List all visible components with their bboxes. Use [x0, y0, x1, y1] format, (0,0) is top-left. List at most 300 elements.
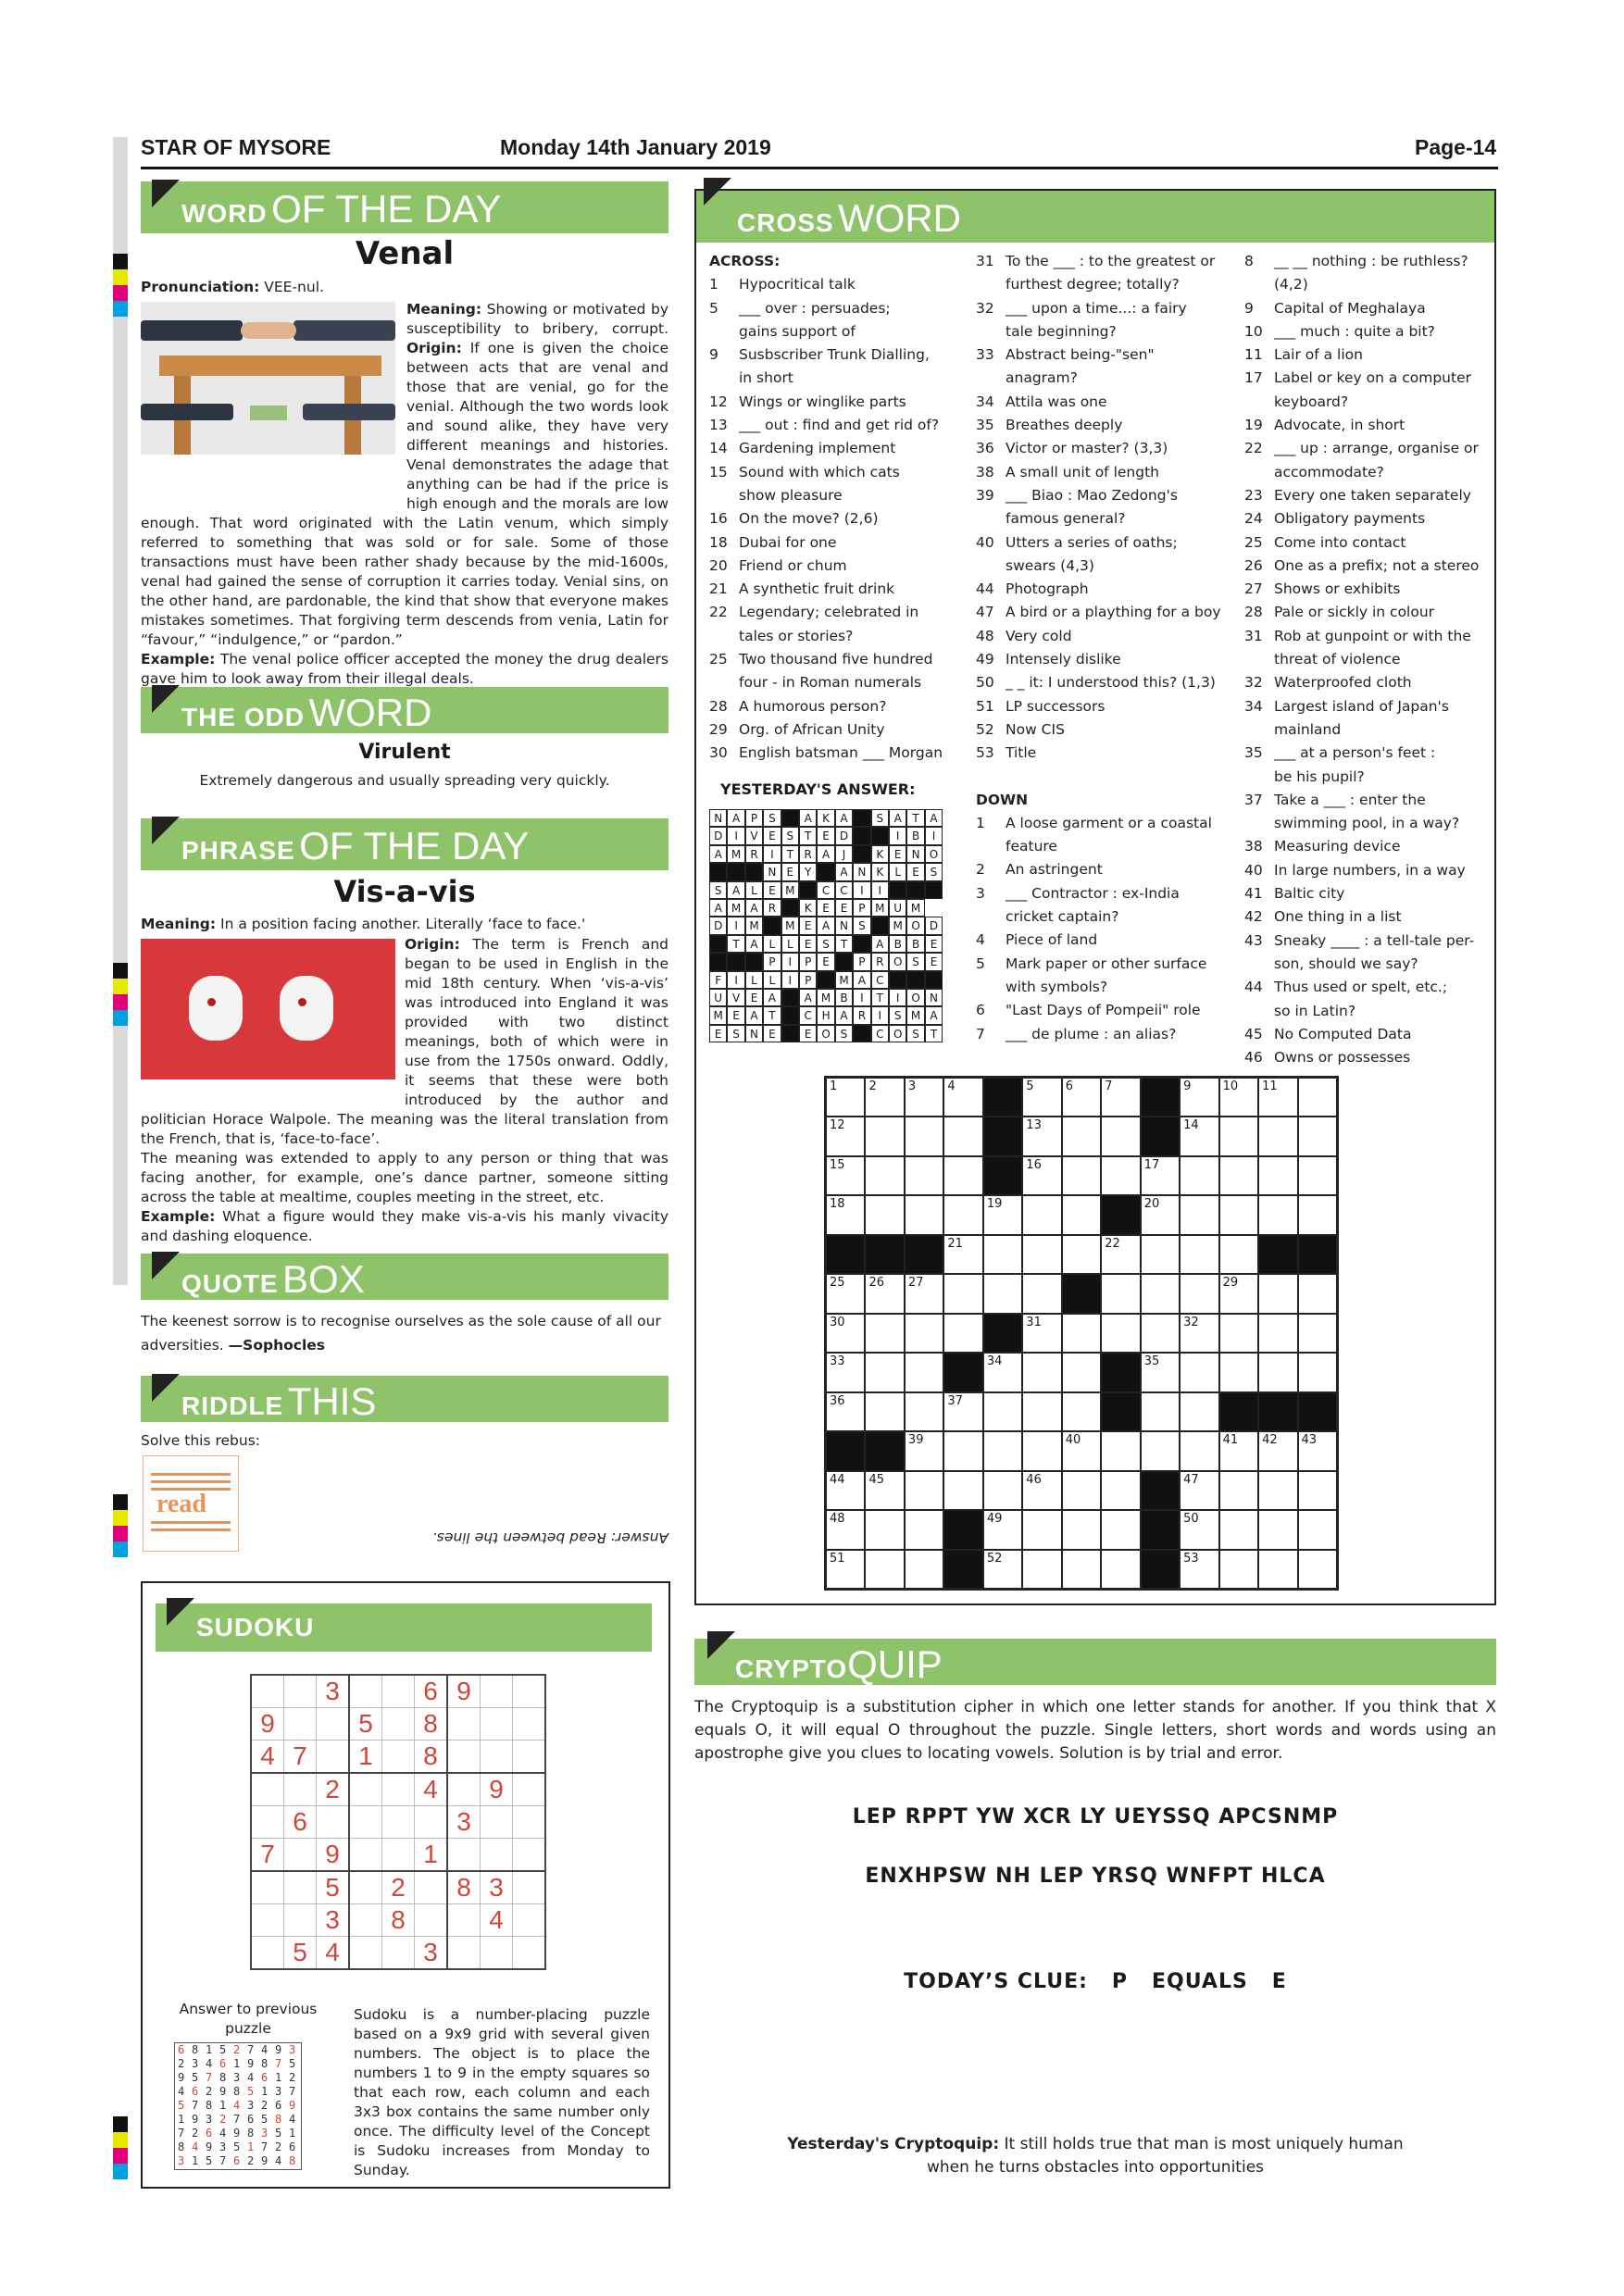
- sudoku-cell[interactable]: 3: [317, 1904, 350, 1937]
- crossword-cell[interactable]: [865, 1195, 904, 1234]
- sudoku-cell[interactable]: 1: [349, 1741, 382, 1774]
- crossword-cell[interactable]: [1141, 1392, 1180, 1431]
- sudoku-cell[interactable]: 3: [317, 1675, 350, 1708]
- crossword-cell[interactable]: [1062, 1117, 1101, 1155]
- clue-row: [1244, 742, 1487, 765]
- crossword-cell[interactable]: [983, 1471, 1022, 1510]
- clue-text: To the ___ : to the greatest or: [1006, 253, 1216, 269]
- crossword-cell[interactable]: [865, 1392, 904, 1431]
- crossword-cell[interactable]: [1022, 1510, 1061, 1549]
- crossword-cell[interactable]: [1258, 1117, 1297, 1155]
- sudoku-cell[interactable]: [481, 1741, 513, 1774]
- crossword-cell[interactable]: [1062, 1510, 1101, 1549]
- sudoku-cell[interactable]: 9: [251, 1708, 284, 1741]
- crossword-cell[interactable]: [826, 1156, 865, 1195]
- black-square: [983, 1156, 1022, 1195]
- crossword-cell[interactable]: [1219, 1235, 1258, 1274]
- crossword-cell[interactable]: [1180, 1117, 1218, 1155]
- sudoku-cell[interactable]: [447, 1904, 481, 1937]
- answer-digit: 5: [192, 2071, 199, 2084]
- crossword-cell[interactable]: [983, 1431, 1022, 1470]
- crossword-cell[interactable]: [1062, 1195, 1101, 1234]
- yesterday-cell: T: [727, 935, 744, 953]
- sudoku-cell[interactable]: [481, 1839, 513, 1872]
- crossword-cell[interactable]: [1258, 1471, 1297, 1510]
- crossword-cell[interactable]: [1258, 1274, 1297, 1313]
- crossword-cell[interactable]: [1180, 1550, 1218, 1589]
- crossword-cell[interactable]: [865, 1510, 904, 1549]
- clue-text: ___ at a person's feet :: [1274, 744, 1436, 762]
- crossword-cell[interactable]: [1062, 1353, 1101, 1391]
- crossword-cell[interactable]: [1219, 1431, 1258, 1470]
- crossword-cell[interactable]: [1141, 1235, 1180, 1274]
- black-square: [983, 1078, 1022, 1117]
- crossword-cell[interactable]: [905, 1471, 943, 1510]
- crossword-cell[interactable]: [905, 1510, 943, 1549]
- sudoku-cell[interactable]: 7: [284, 1741, 317, 1774]
- cell-number: 49: [986, 1512, 1003, 1527]
- crossword-cell[interactable]: [1258, 1353, 1297, 1391]
- sudoku-grid[interactable]: [250, 1674, 546, 1970]
- crossword-cell[interactable]: [1022, 1314, 1061, 1353]
- crossword-cell[interactable]: [826, 1510, 865, 1549]
- clue-row: [709, 742, 952, 765]
- sudoku-cell[interactable]: [349, 1806, 382, 1839]
- clue-text: Two thousand five hundred: [739, 651, 933, 668]
- sudoku-cell[interactable]: 4: [317, 1937, 350, 1970]
- clue-row: [1244, 1000, 1487, 1023]
- yesterday-cell: M: [727, 845, 744, 863]
- sudoku-cell[interactable]: [349, 1773, 382, 1806]
- crossword-cell[interactable]: [1101, 1431, 1140, 1470]
- sudoku-cell[interactable]: 9: [481, 1773, 513, 1806]
- crossword-cell[interactable]: [826, 1314, 865, 1353]
- sudoku-cell[interactable]: [513, 1806, 546, 1839]
- crossword-cell[interactable]: [943, 1274, 982, 1313]
- sudoku-cell[interactable]: [317, 1806, 350, 1839]
- cell-number: 27: [907, 1276, 924, 1291]
- sudoku-cell[interactable]: [317, 1741, 350, 1774]
- crossword-cell[interactable]: [1101, 1117, 1140, 1155]
- crossword-cell[interactable]: [1298, 1314, 1337, 1353]
- crossword-cell[interactable]: [1298, 1431, 1337, 1470]
- yesterday-cell: L: [889, 863, 906, 880]
- clue-text: A small unit of length: [1006, 463, 1159, 480]
- sudoku-cell[interactable]: [251, 1773, 284, 1806]
- crossword-cell[interactable]: [1180, 1353, 1218, 1391]
- answer-digit: 3: [233, 2071, 241, 2084]
- crossword-cell[interactable]: [1022, 1471, 1061, 1510]
- crossword-cell[interactable]: [1022, 1431, 1061, 1470]
- crossword-cell[interactable]: [1298, 1471, 1337, 1510]
- crossword-cell[interactable]: [1022, 1078, 1061, 1117]
- crossword-cell[interactable]: [1180, 1235, 1218, 1274]
- crossword-cell[interactable]: [865, 1471, 904, 1510]
- crossword-cell[interactable]: [865, 1117, 904, 1155]
- crossword-cell[interactable]: [983, 1274, 1022, 1313]
- crossword-cell[interactable]: [1062, 1550, 1101, 1589]
- crossword-cell[interactable]: [865, 1078, 904, 1117]
- crossword-cell[interactable]: [826, 1392, 865, 1431]
- sudoku-cell[interactable]: 5: [317, 1871, 350, 1904]
- crossword-cell[interactable]: [865, 1353, 904, 1391]
- crossword-cell[interactable]: [1219, 1510, 1258, 1549]
- sudoku-cell[interactable]: [382, 1937, 415, 1970]
- sudoku-cell[interactable]: [284, 1675, 317, 1708]
- sudoku-cell[interactable]: 3: [415, 1937, 448, 1970]
- sudoku-cell[interactable]: [415, 1806, 448, 1839]
- answer-digit: 8: [289, 2154, 296, 2167]
- sudoku-cell[interactable]: [481, 1708, 513, 1741]
- sudoku-cell[interactable]: [513, 1741, 546, 1774]
- crossword-cell[interactable]: [1298, 1274, 1337, 1313]
- clue-number: 35: [1244, 744, 1263, 762]
- crossword-cell[interactable]: [943, 1078, 982, 1117]
- crossword-cell[interactable]: [1180, 1078, 1218, 1117]
- crossword-cell[interactable]: [1298, 1078, 1337, 1117]
- sudoku-cell[interactable]: [481, 1806, 513, 1839]
- sudoku-cell[interactable]: [415, 1904, 448, 1937]
- sudoku-cell[interactable]: [415, 1871, 448, 1904]
- crossword-cell[interactable]: [943, 1314, 982, 1353]
- crossword-cell[interactable]: [1022, 1195, 1061, 1234]
- sudoku-cell[interactable]: [349, 1839, 382, 1872]
- clue-row: [1244, 905, 1487, 929]
- clue-number: 18: [709, 533, 728, 551]
- crossword-cell[interactable]: [1180, 1431, 1218, 1470]
- crossword-cell[interactable]: [1101, 1314, 1140, 1353]
- crossword-cell[interactable]: [943, 1156, 982, 1195]
- sudoku-cell[interactable]: 6: [284, 1806, 317, 1839]
- sudoku-cell[interactable]: 5: [284, 1937, 317, 1970]
- crossword-cell[interactable]: [983, 1392, 1022, 1431]
- sudoku-cell[interactable]: [481, 1675, 513, 1708]
- sudoku-cell[interactable]: [317, 1708, 350, 1741]
- clue-number: 53: [976, 744, 994, 762]
- crossword-cell[interactable]: [1062, 1235, 1101, 1274]
- sudoku-cell[interactable]: 2: [317, 1773, 350, 1806]
- black-square: [905, 1235, 943, 1274]
- crossword-cell[interactable]: [1180, 1314, 1218, 1353]
- yesterday-cell: [871, 917, 889, 934]
- crossword-cell[interactable]: [1298, 1550, 1337, 1589]
- crossword-cell[interactable]: [865, 1274, 904, 1313]
- sudoku-cell[interactable]: 9: [317, 1839, 350, 1872]
- cell-number: 30: [830, 1315, 845, 1329]
- band-corner-icon: [152, 817, 180, 844]
- sudoku-cell[interactable]: 5: [349, 1708, 382, 1741]
- crossword-cell[interactable]: [1298, 1353, 1337, 1391]
- clue-text: A loose garment or a coastal: [1006, 814, 1212, 831]
- crossword-grid[interactable]: [824, 1076, 1339, 1591]
- crossword-cell[interactable]: [905, 1550, 943, 1589]
- clue-row: [1244, 1023, 1487, 1046]
- clue-number: 28: [709, 697, 728, 715]
- clue-number: [709, 367, 739, 390]
- crossword-cell[interactable]: [1022, 1117, 1061, 1155]
- crossword-cell[interactable]: [1141, 1156, 1180, 1195]
- sudoku-cell[interactable]: [284, 1773, 317, 1806]
- crossword-cell[interactable]: [1258, 1156, 1297, 1195]
- crossword-cell[interactable]: [1298, 1117, 1337, 1155]
- sudoku-cell[interactable]: [513, 1871, 546, 1904]
- cell-number: 36: [830, 1393, 845, 1408]
- crossword-cell[interactable]: [1180, 1274, 1218, 1313]
- crossword-cell[interactable]: [1101, 1471, 1140, 1510]
- sudoku-cell[interactable]: [284, 1871, 317, 1904]
- crossword-cell[interactable]: [1022, 1274, 1061, 1313]
- crossword-cell[interactable]: [1062, 1392, 1101, 1431]
- clue-number: 48: [976, 627, 994, 644]
- sudoku-cell[interactable]: [284, 1904, 317, 1937]
- crossword-cell[interactable]: [826, 1471, 865, 1510]
- yesterday-cell: A: [925, 1006, 943, 1024]
- crossword-cell[interactable]: [1022, 1235, 1061, 1274]
- crossword-cell[interactable]: [1219, 1550, 1258, 1589]
- sudoku-cell[interactable]: 8: [382, 1904, 415, 1937]
- crossword-cell[interactable]: [1298, 1156, 1337, 1195]
- sudoku-cell[interactable]: 4: [415, 1773, 448, 1806]
- sudoku-cell[interactable]: [284, 1708, 317, 1741]
- crossword-cell[interactable]: [865, 1156, 904, 1195]
- crossword-cell[interactable]: [1180, 1471, 1218, 1510]
- crossword-cell[interactable]: [1258, 1078, 1297, 1117]
- sudoku-cell[interactable]: 4: [481, 1904, 513, 1937]
- clue-number: 32: [976, 299, 994, 317]
- clue-row: [1244, 437, 1487, 460]
- sudoku-cell[interactable]: [349, 1937, 382, 1970]
- crossword-cell[interactable]: [826, 1117, 865, 1155]
- clue-number: 36: [976, 440, 994, 457]
- crossword-cell[interactable]: [826, 1353, 865, 1391]
- black-square: [1062, 1274, 1101, 1313]
- sudoku-cell[interactable]: 4: [251, 1741, 284, 1774]
- clue-row: [709, 273, 952, 296]
- sudoku-cell[interactable]: [349, 1675, 382, 1708]
- cell-number: 34: [986, 1354, 1003, 1369]
- sudoku-cell[interactable]: 9: [447, 1675, 481, 1708]
- crossword-cell[interactable]: [943, 1195, 982, 1234]
- clue-text: ___ up : arrange, organise or: [1274, 440, 1479, 457]
- crossword-cell[interactable]: [943, 1117, 982, 1155]
- sudoku-cell[interactable]: [513, 1773, 546, 1806]
- crossword-cell[interactable]: [1022, 1156, 1061, 1195]
- crossword-cell[interactable]: [1141, 1195, 1180, 1234]
- sudoku-cell[interactable]: [447, 1839, 481, 1872]
- cell-number: 20: [1143, 1197, 1160, 1212]
- crossword-cell[interactable]: [943, 1471, 982, 1510]
- clue-text: Every one taken separately: [1274, 486, 1471, 504]
- crossword-cell[interactable]: [1258, 1195, 1297, 1234]
- clue-row: [709, 367, 952, 390]
- sudoku-cell[interactable]: [284, 1839, 317, 1872]
- sudoku-cell[interactable]: [251, 1904, 284, 1937]
- crossword-cell[interactable]: [943, 1392, 982, 1431]
- yesterday-cell: E: [906, 863, 924, 880]
- sudoku-cell[interactable]: 1: [415, 1839, 448, 1872]
- crossword-cell[interactable]: [1180, 1195, 1218, 1234]
- clue-text: "Last Days of Pompeii" role: [1006, 1002, 1201, 1019]
- crossword-cell[interactable]: [983, 1235, 1022, 1274]
- crossword-cell[interactable]: [983, 1353, 1022, 1391]
- cell-number: 42: [1262, 1433, 1278, 1448]
- clue-number: 25: [1244, 533, 1263, 551]
- sudoku-cell[interactable]: [382, 1806, 415, 1839]
- clue-number: 31: [976, 253, 994, 269]
- sudoku-cell[interactable]: [481, 1937, 513, 1970]
- crossword-cell[interactable]: [826, 1195, 865, 1234]
- sudoku-cell[interactable]: [349, 1904, 382, 1937]
- crossword-cell[interactable]: [905, 1274, 943, 1313]
- crossword-cell[interactable]: [1141, 1431, 1180, 1470]
- sudoku-cell[interactable]: 3: [481, 1871, 513, 1904]
- sudoku-cell[interactable]: [382, 1839, 415, 1872]
- crossword-cell[interactable]: [1180, 1510, 1218, 1549]
- sudoku-cell[interactable]: [251, 1871, 284, 1904]
- black-square: [826, 1431, 865, 1470]
- previous-answer-grid: [174, 2042, 302, 2170]
- sudoku-cell[interactable]: [513, 1675, 546, 1708]
- crossword-cell[interactable]: [1022, 1353, 1061, 1391]
- quote-text: The keenest sorrow is to recognise ourselves as the sole cause of all our adversities. —Sophocles: [141, 1313, 661, 1354]
- sudoku-cell[interactable]: [513, 1839, 546, 1872]
- sudoku-cell[interactable]: [447, 1741, 481, 1774]
- crossword-cell[interactable]: [905, 1156, 943, 1195]
- answer-digit: 1: [289, 2127, 296, 2140]
- crossword-cell[interactable]: [1219, 1195, 1258, 1234]
- sudoku-cell[interactable]: [382, 1773, 415, 1806]
- clue-text: Victor or master? (3,3): [1006, 440, 1168, 457]
- crossword-cell[interactable]: [1062, 1156, 1101, 1195]
- crossword-cell[interactable]: [1101, 1550, 1140, 1589]
- crossword-cell[interactable]: [905, 1392, 943, 1431]
- sudoku-cell[interactable]: [382, 1675, 415, 1708]
- sudoku-cell[interactable]: 2: [382, 1871, 415, 1904]
- sudoku-cell[interactable]: [447, 1937, 481, 1970]
- crossword-cell[interactable]: [1180, 1156, 1218, 1195]
- sudoku-cell[interactable]: [513, 1937, 546, 1970]
- clue-number: 29: [709, 720, 728, 738]
- crossword-cell[interactable]: [1101, 1078, 1140, 1117]
- sudoku-cell[interactable]: [251, 1675, 284, 1708]
- crossword-cell[interactable]: [983, 1195, 1022, 1234]
- crossword-cell[interactable]: [1298, 1195, 1337, 1234]
- crossword-cell[interactable]: [905, 1314, 943, 1353]
- crossword-cell[interactable]: [905, 1078, 943, 1117]
- crossword-cell[interactable]: [1219, 1314, 1258, 1353]
- crossword-cell[interactable]: [1219, 1156, 1258, 1195]
- clue-number: 20: [709, 556, 728, 574]
- yesterday-cell: A: [709, 899, 727, 917]
- sudoku-cell[interactable]: [251, 1806, 284, 1839]
- sudoku-cell[interactable]: [382, 1741, 415, 1774]
- crossword-cell[interactable]: [1219, 1274, 1258, 1313]
- crossword-cell[interactable]: [983, 1550, 1022, 1589]
- yesterday-cell: [799, 881, 817, 899]
- clue-text: Dubai for one: [739, 533, 837, 551]
- crossword-cell[interactable]: [1062, 1431, 1101, 1470]
- crossword-cell[interactable]: [1219, 1353, 1258, 1391]
- crossword-cell[interactable]: [1298, 1510, 1337, 1549]
- crossword-cell[interactable]: [826, 1550, 865, 1589]
- clue-row: [976, 648, 1226, 671]
- crossword-cell[interactable]: [1101, 1156, 1140, 1195]
- sudoku-cell[interactable]: [513, 1904, 546, 1937]
- crossword-cell[interactable]: [943, 1235, 982, 1274]
- crossword-cell[interactable]: [943, 1431, 982, 1470]
- crossword-cell[interactable]: [983, 1510, 1022, 1549]
- sudoku-cell[interactable]: 8: [415, 1741, 448, 1774]
- crossword-cell[interactable]: [865, 1314, 904, 1353]
- crossword-cell[interactable]: [1141, 1353, 1180, 1391]
- crossword-cell[interactable]: [1219, 1078, 1258, 1117]
- sudoku-cell[interactable]: 6: [415, 1675, 448, 1708]
- crossword-cell[interactable]: [826, 1274, 865, 1313]
- answer-digit: 8: [261, 2057, 269, 2070]
- crossword-cell[interactable]: [905, 1353, 943, 1391]
- clue-row: [709, 625, 952, 648]
- sudoku-cell[interactable]: [382, 1708, 415, 1741]
- crossword-cell[interactable]: [1258, 1431, 1297, 1470]
- black-square: [1298, 1235, 1337, 1274]
- crossword-cell[interactable]: [1101, 1510, 1140, 1549]
- sudoku-cell[interactable]: 8: [415, 1708, 448, 1741]
- crossword-cell[interactable]: [1022, 1392, 1061, 1431]
- crossword-cell[interactable]: [1062, 1471, 1101, 1510]
- crossword-cell[interactable]: [905, 1117, 943, 1155]
- crossword-cell[interactable]: [905, 1195, 943, 1234]
- crossword-cell[interactable]: [1180, 1392, 1218, 1431]
- answer-digit: 9: [178, 2071, 185, 2084]
- black-square: [1219, 1392, 1258, 1431]
- crossword-cell[interactable]: [865, 1550, 904, 1589]
- clue-row: [709, 671, 952, 694]
- crossword-cell[interactable]: [1219, 1117, 1258, 1155]
- crossword-cell[interactable]: [1258, 1314, 1297, 1353]
- sudoku-cell[interactable]: [251, 1937, 284, 1970]
- sudoku-cell[interactable]: [349, 1871, 382, 1904]
- crossword-cell[interactable]: [1141, 1314, 1180, 1353]
- rebus-word: read: [156, 1490, 206, 1518]
- crossword-cell[interactable]: [1022, 1550, 1061, 1589]
- crossword-cell[interactable]: [1219, 1471, 1258, 1510]
- answer-digit: 2: [233, 2043, 241, 2056]
- crossword-cell[interactable]: [905, 1431, 943, 1470]
- yesterday-cell: [906, 971, 924, 989]
- yesterday-cell: M: [727, 899, 744, 917]
- sudoku-cell[interactable]: [447, 1708, 481, 1741]
- black-square: [1258, 1392, 1297, 1431]
- crossword-cell[interactable]: [1141, 1274, 1180, 1313]
- crossword-cell[interactable]: [826, 1078, 865, 1117]
- crossword-cell[interactable]: [1062, 1078, 1101, 1117]
- clue-row: [976, 742, 1226, 765]
- sudoku-cell[interactable]: [513, 1708, 546, 1741]
- sudoku-cell[interactable]: 8: [447, 1871, 481, 1904]
- sudoku-cell[interactable]: 7: [251, 1839, 284, 1872]
- crossword-cell[interactable]: [1258, 1510, 1297, 1549]
- crossword-cell[interactable]: [1101, 1235, 1140, 1274]
- crossword-cell[interactable]: [1062, 1314, 1101, 1353]
- yesterday-cell: I: [871, 881, 889, 899]
- crossword-cell[interactable]: [1101, 1274, 1140, 1313]
- clue-row: [976, 297, 1226, 320]
- clue-row: [976, 343, 1226, 391]
- crossword-cell[interactable]: [1258, 1550, 1297, 1589]
- sudoku-cell[interactable]: 3: [447, 1806, 481, 1839]
- yesterday-cell: E: [799, 1025, 817, 1042]
- sudoku-cell[interactable]: [447, 1773, 481, 1806]
